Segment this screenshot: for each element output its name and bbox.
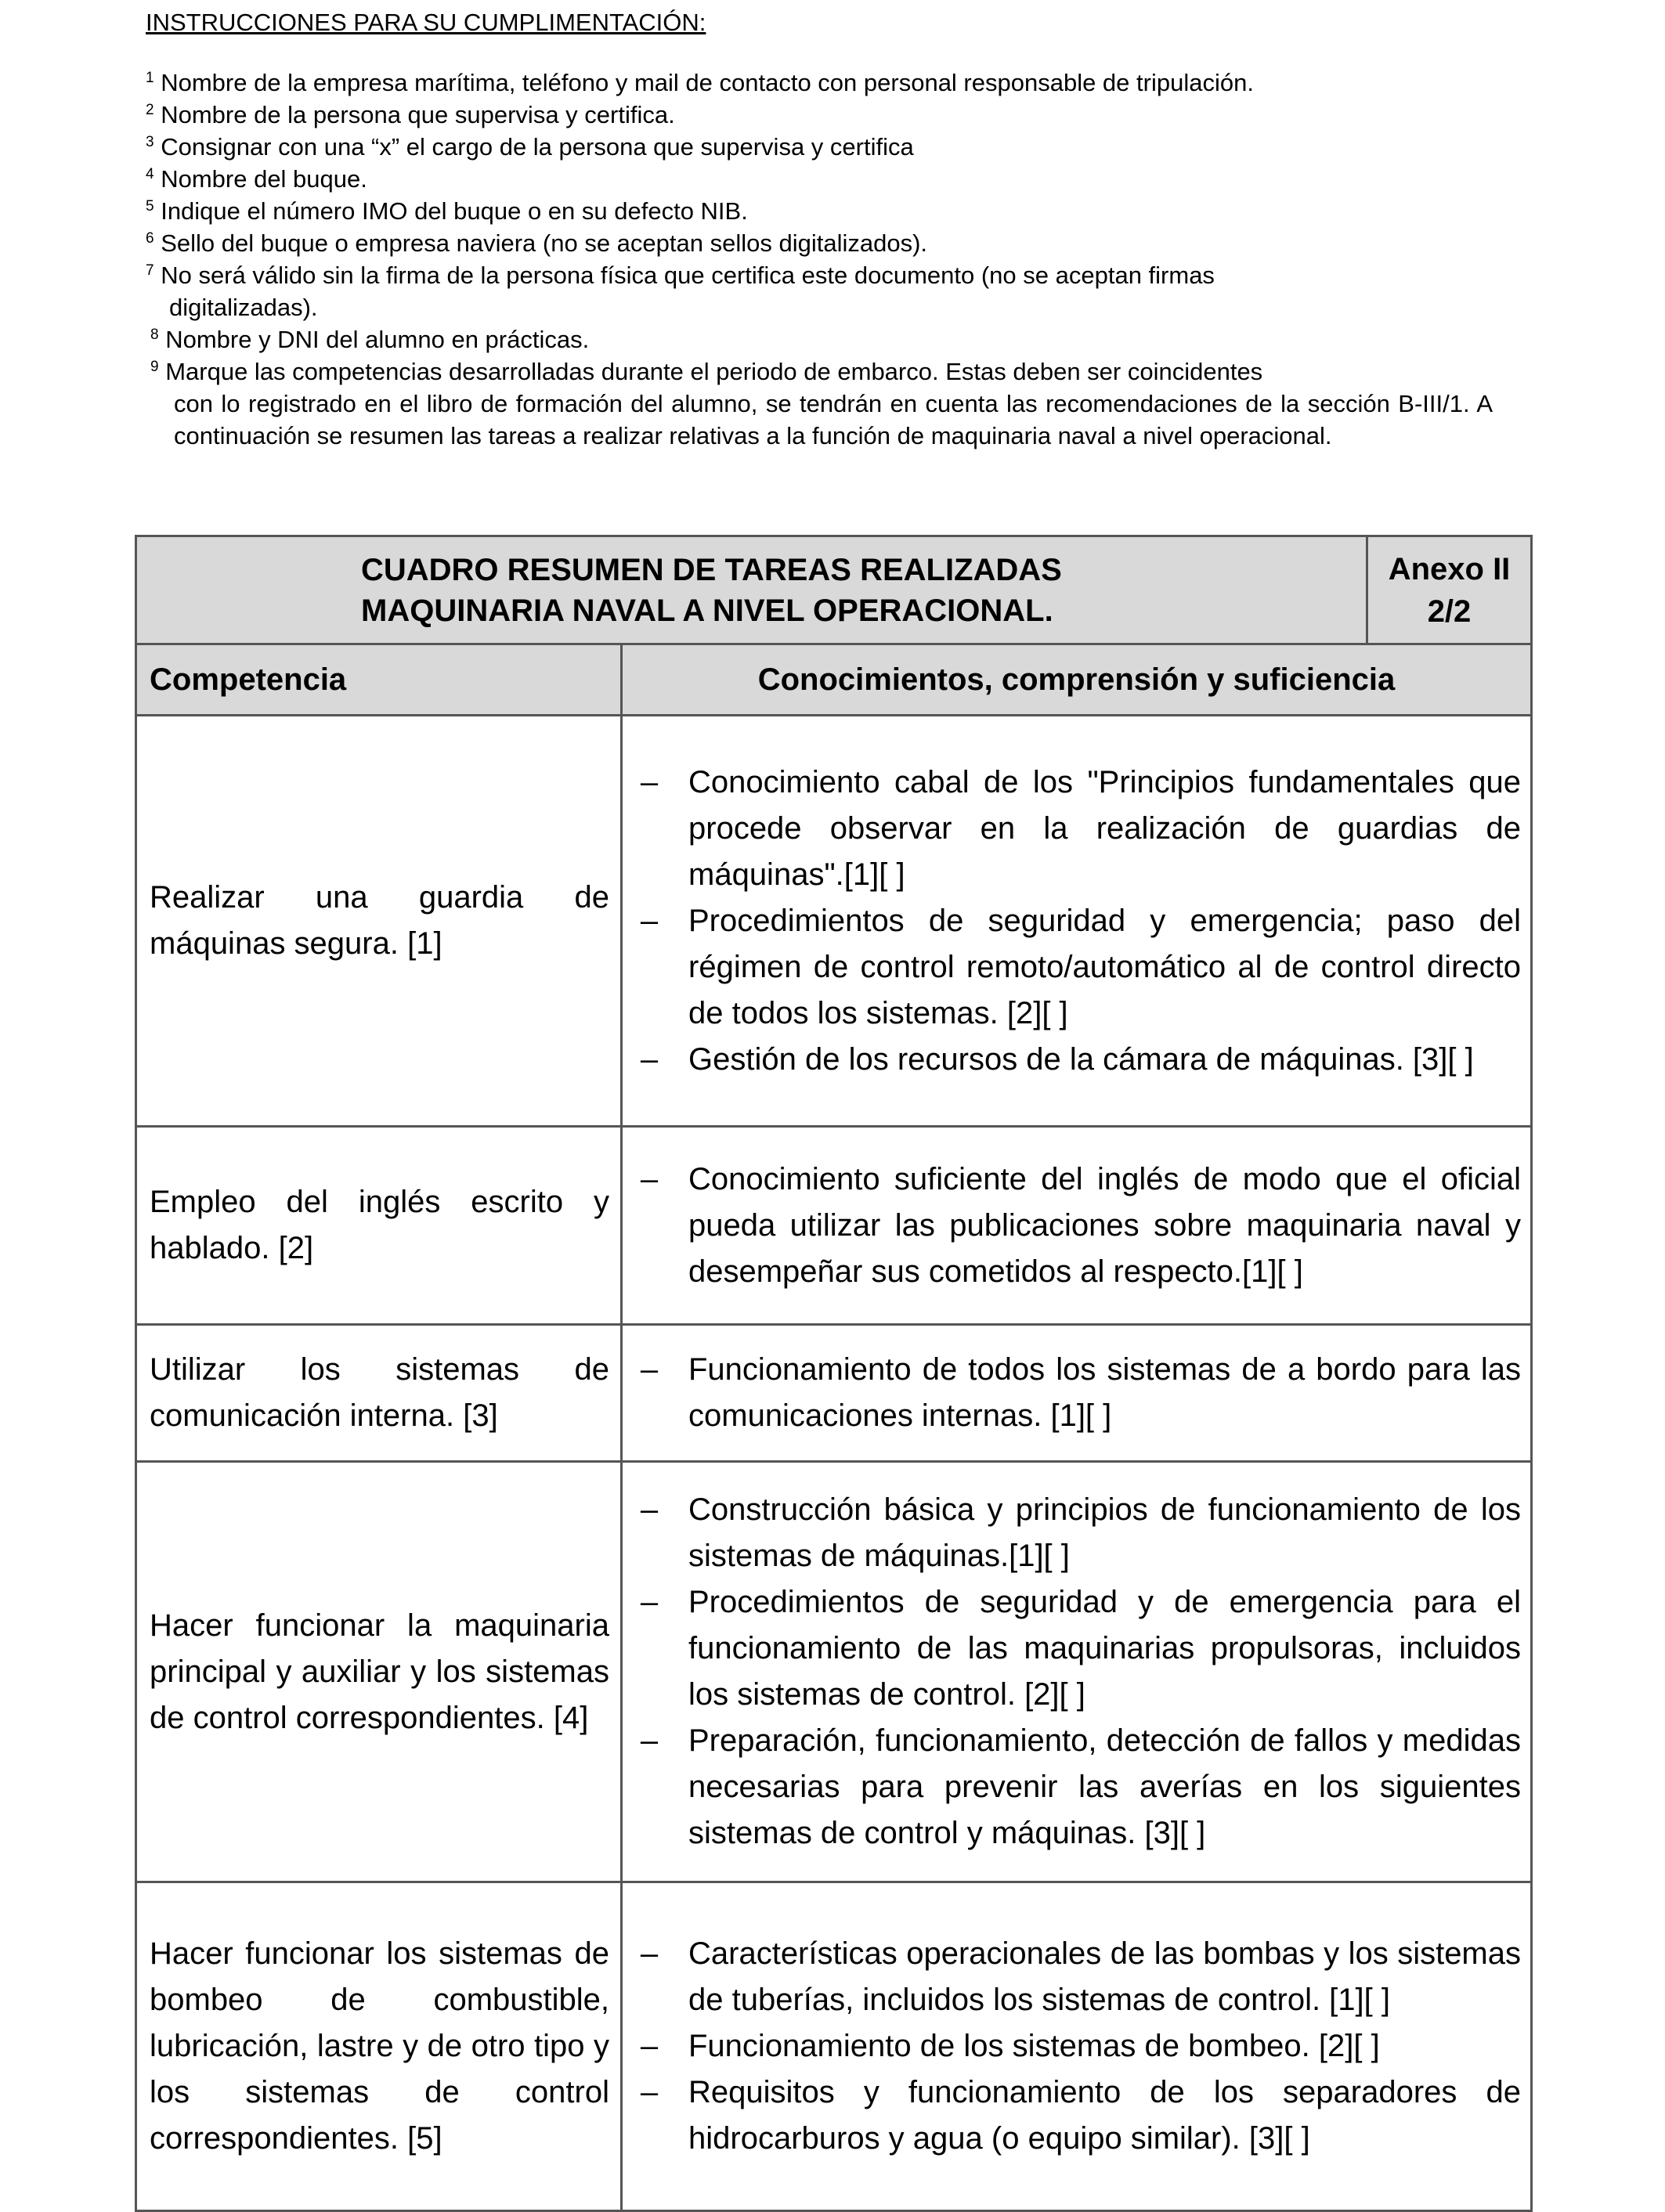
column-header-conocimientos: Conocimientos, comprensión y suficiencia (622, 644, 1532, 716)
conocimientos-cell (622, 1325, 1532, 1462)
list-item: – Funcionamiento de los sistemas de bombeo. [2][ ] (640, 2029, 1380, 2063)
list-item: – Conocimiento cabal de los "Principios fundamentales que procede observar en la realización de guardias de máquinas".[1][ ] (640, 764, 1521, 892)
list-item: – Funcionamiento de todos los sistemas de a bordo para las comunicaciones internas. [1][ ] (640, 1352, 1521, 1433)
note-7: $^7$ No será válido sin la firma de la persona física que certifica este documento (no se aceptan firmas digitalizadas). (146, 262, 1215, 321)
table-row (136, 1882, 1532, 2211)
list-item: – Construcción básica y principios de funcionamiento de los sistemas de máquinas.[1][ ] (640, 1492, 1521, 1573)
note-1: $^1$ Nombre de la empresa marítima, teléfono y mail de contacto con personal responsable de tripulación. (146, 69, 1254, 96)
competencia-cell: Utilizar los sistemas de comunicación interna. [3] (136, 1325, 622, 1462)
conocimientos-cell (622, 716, 1532, 1127)
note-2: $^2$ Nombre de la persona que supervisa y certifica. (146, 101, 675, 128)
instructions-section (146, 6, 1493, 452)
list-item: – Características operacionales de las bombas y los sistemas de tuberías, incluidos los sistemas de control. [1][ ] (640, 1936, 1521, 2017)
annex-label: Anexo II 2/2 (1367, 536, 1532, 644)
column-header-competencia: Competencia (136, 644, 622, 716)
competencia-cell: Hacer funcionar la maquinaria principal y auxiliar y los sistemas de control correspondientes. [4] (136, 1462, 622, 1882)
list-item: – Procedimientos de seguridad y emergencia; paso del régimen de control remoto/automático al de control directo de todos los sistemas. [2][ ] (640, 903, 1521, 1030)
conocimientos-cell (622, 1462, 1532, 1882)
competencia-cell: Realizar una guardia de máquinas segura. [1] (136, 716, 622, 1127)
note-6: $^6$ Sello del buque o empresa naviera (no se aceptan sellos digitalizados). (146, 229, 928, 257)
list-item: – Requisitos y funcionamiento de los separadores de hidrocarburos y agua (o equipo similar). [3][ ] (640, 2075, 1521, 2156)
competencia-cell: Hacer funcionar los sistemas de bombeo de combustible, lubricación, lastre y de otro tipo y los sistemas de control correspondientes. [5] (136, 1882, 622, 2211)
conocimientos-cell (622, 1882, 1532, 2211)
column-header-row (136, 644, 1532, 716)
list-item: – Gestión de los recursos de la cámara de máquinas. [3][ ] (640, 1041, 1474, 1077)
list-item: – Procedimientos de seguridad y de emergencia para el funcionamiento de las maquinarias propulsoras, incluidos los sistemas de control. [2][ ] (640, 1585, 1521, 1712)
conocimientos-cell (622, 1127, 1532, 1325)
instructions-title: INSTRUCCIONES PARA SU CUMPLIMENTACIÓN: (146, 9, 706, 36)
note-8: $^8$ Nombre y DNI del alumno en prácticas. (150, 326, 590, 353)
note-9: $^9$ Marque las competencias desarrolladas durante el periodo de embarco. Estas deben ser coincidentes con lo registrado en el libro de formación del alumno, se tendrán en cuenta las recomendaciones de la sección B-III/1. A continuación se resumen las tareas a realizar relativas a la función de maquinaria naval a nivel operacional. (150, 358, 1493, 449)
table-title: CUADRO RESUMEN DE TAREAS REALIZADAS MAQUINARIA NAVAL A NIVEL OPERACIONAL. (136, 536, 1367, 644)
list-item: – Conocimiento suficiente del inglés de modo que el oficial pueda utilizar las publicaciones sobre maquinaria naval y desempeñar sus cometidos al respecto.[1][ ] (640, 1161, 1521, 1289)
table-row (136, 1127, 1532, 1325)
competencia-cell: Empleo del inglés escrito y hablado. [2] (136, 1127, 622, 1325)
table-title-row (136, 536, 1532, 644)
note-3: $^3$ Consignar con una “x” el cargo de la persona que supervisa y certifica (146, 133, 914, 161)
table-row (136, 716, 1532, 1127)
note-5: $^5$ Indique el número IMO del buque o en su defecto NIB. (146, 197, 748, 225)
summary-table (135, 535, 1533, 2212)
table-row (136, 1325, 1532, 1462)
note-4: $^4$ Nombre del buque. (146, 165, 367, 193)
table-row (136, 1462, 1532, 1882)
list-item: – Preparación, funcionamiento, detección de fallos y medidas necesarias para prevenir las averías en los siguientes sistemas de control y máquinas. [3][ ] (640, 1723, 1521, 1850)
